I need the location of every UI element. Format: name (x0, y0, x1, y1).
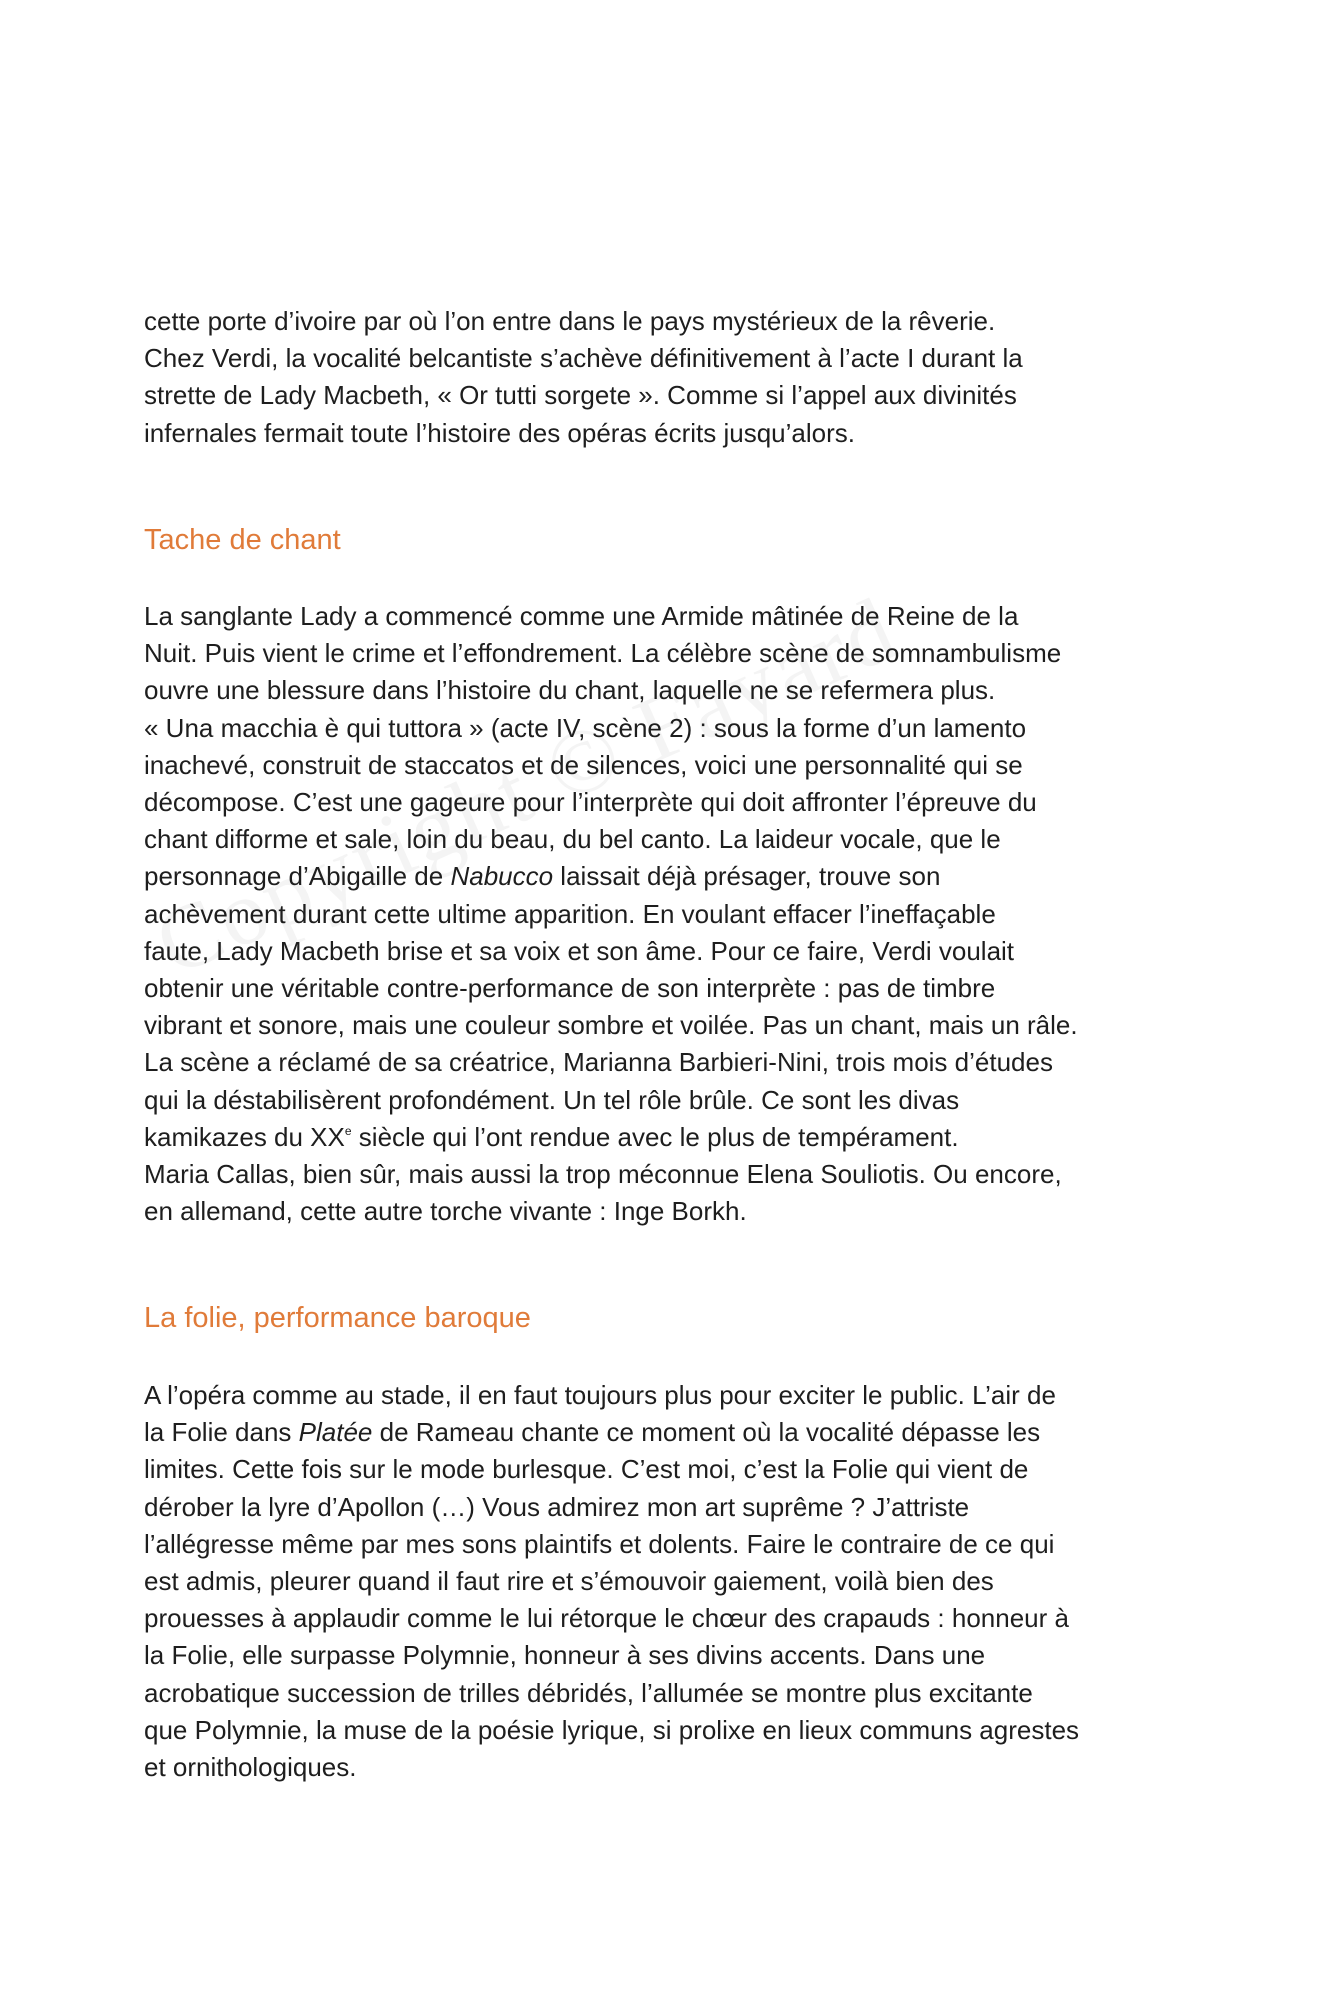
paragraph-line: limites. Cette fois sur le mode burlesque. C’est moi, c’est la Folie qui vient de (144, 1454, 1029, 1485)
paragraph-line: l’allégresse même par mes sons plaintifs et dolents. Faire le contraire de ce qui (144, 1528, 1055, 1559)
paragraph-line: La scène a réclamé de sa créatrice, Marianna Barbieri-Nini, trois mois d’études (144, 1047, 1053, 1078)
paragraph-line: dérober la lyre d’Apollon (…) Vous admirez mon art suprême ? J’attriste (144, 1491, 970, 1522)
paragraph-line: vibrant et sonore, mais une couleur sombre et voilée. Pas un chant, mais un râle. (144, 1010, 1078, 1041)
paragraph-line: et ornithologiques. (144, 1752, 357, 1783)
opera-title-platee: Platée (298, 1417, 373, 1448)
paragraph-line: obtenir une véritable contre-performance de son interprète : pas de timbre (144, 973, 996, 1004)
opera-title-nabucco: Nabucco (450, 861, 554, 892)
paragraph-line: strette de Lady Macbeth, « Or tutti sorgete ». Comme si l’appel aux divinités (144, 380, 1017, 411)
paragraph-line: achèvement durant cette ultime apparition. En voulant effacer l’ineffaçable (144, 898, 996, 929)
paragraph-line: la Folie, elle surpasse Polymnie, honneur à ses divins accents. Dans une (144, 1640, 986, 1671)
section1-paragraph (144, 598, 1199, 1230)
paragraph-line: A l’opéra comme au stade, il en faut toujours plus pour exciter le public. L’air de (144, 1380, 1056, 1410)
paragraph-line: prouesses à applaudir comme le lui rétorque le chœur des crapauds : honneur à (144, 1603, 1069, 1634)
paragraph-line: Maria Callas, bien sûr, mais aussi la trop méconnue Elena Souliotis. Ou encore, (144, 1159, 1062, 1190)
section-heading-la-folie: La folie, performance baroque (144, 1302, 531, 1334)
paragraph-line: infernales fermait toute l’histoire des opéras écrits jusqu’alors. (144, 417, 856, 448)
paragraph-line: Chez Verdi, la vocalité belcantiste s’achève définitivement à l’acte I durant la (144, 343, 1023, 374)
intro-paragraph (144, 303, 1199, 452)
paragraph-line: décompose. C’est une gageure pour l’interprète qui doit affronter l’épreuve du (144, 787, 1037, 818)
paragraph-line: personnage d’Abigaille de Nabucco laissait déjà présager, trouve son (144, 861, 941, 892)
paragraph-line: qui la déstabilisèrent profondément. Un tel rôle brûle. Ce sont les divas (144, 1084, 960, 1115)
paragraph-line: cette porte d’ivoire par où l’on entre dans le pays mystérieux de la rêverie. (144, 306, 996, 336)
section-heading-tache-de-chant: Tache de chant (144, 524, 341, 556)
paragraph-line: la Folie dans Platée de Rameau chante ce moment où la vocalité dépasse les (144, 1417, 1041, 1448)
paragraph-line: faute, Lady Macbeth brise et sa voix et son âme. Pour ce faire, Verdi voulait (144, 935, 1015, 966)
paragraph-line: chant difforme et sale, loin du beau, du bel canto. La laideur vocale, que le (144, 824, 1001, 855)
paragraph-line: « Una macchia è qui tuttora » (acte IV, scène 2) : sous la forme d’un lamento (144, 712, 1027, 743)
century-superscript: e (344, 1123, 352, 1138)
section2-paragraph (144, 1377, 1199, 1786)
paragraph-line: est admis, pleurer quand il faut rire et s’émouvoir gaiement, voilà bien des (144, 1566, 994, 1597)
paragraph-line: kamikazes du XXe siècle qui l’ont rendue avec le plus de tempérament. (144, 1121, 959, 1152)
paragraph-line: que Polymnie, la muse de la poésie lyrique, si prolixe en lieux communs agrestes (144, 1714, 1080, 1745)
paragraph-line: en allemand, cette autre torche vivante : Inge Borkh. (144, 1196, 747, 1227)
paragraph-line: Nuit. Puis vient le crime et l’effondrement. La célèbre scène de somnambulisme (144, 638, 1062, 669)
paragraph-line: acrobatique succession de trilles débridés, l’allumée se montre plus excitante (144, 1677, 1033, 1708)
paragraph-line: inachevé, construit de staccatos et de silences, voici une personnalité qui se (144, 749, 1023, 780)
paragraph-line: La sanglante Lady a commencé comme une Armide mâtinée de Reine de la (144, 601, 1019, 631)
paragraph-line: ouvre une blessure dans l’histoire du chant, laquelle ne se refermera plus. (144, 675, 996, 706)
